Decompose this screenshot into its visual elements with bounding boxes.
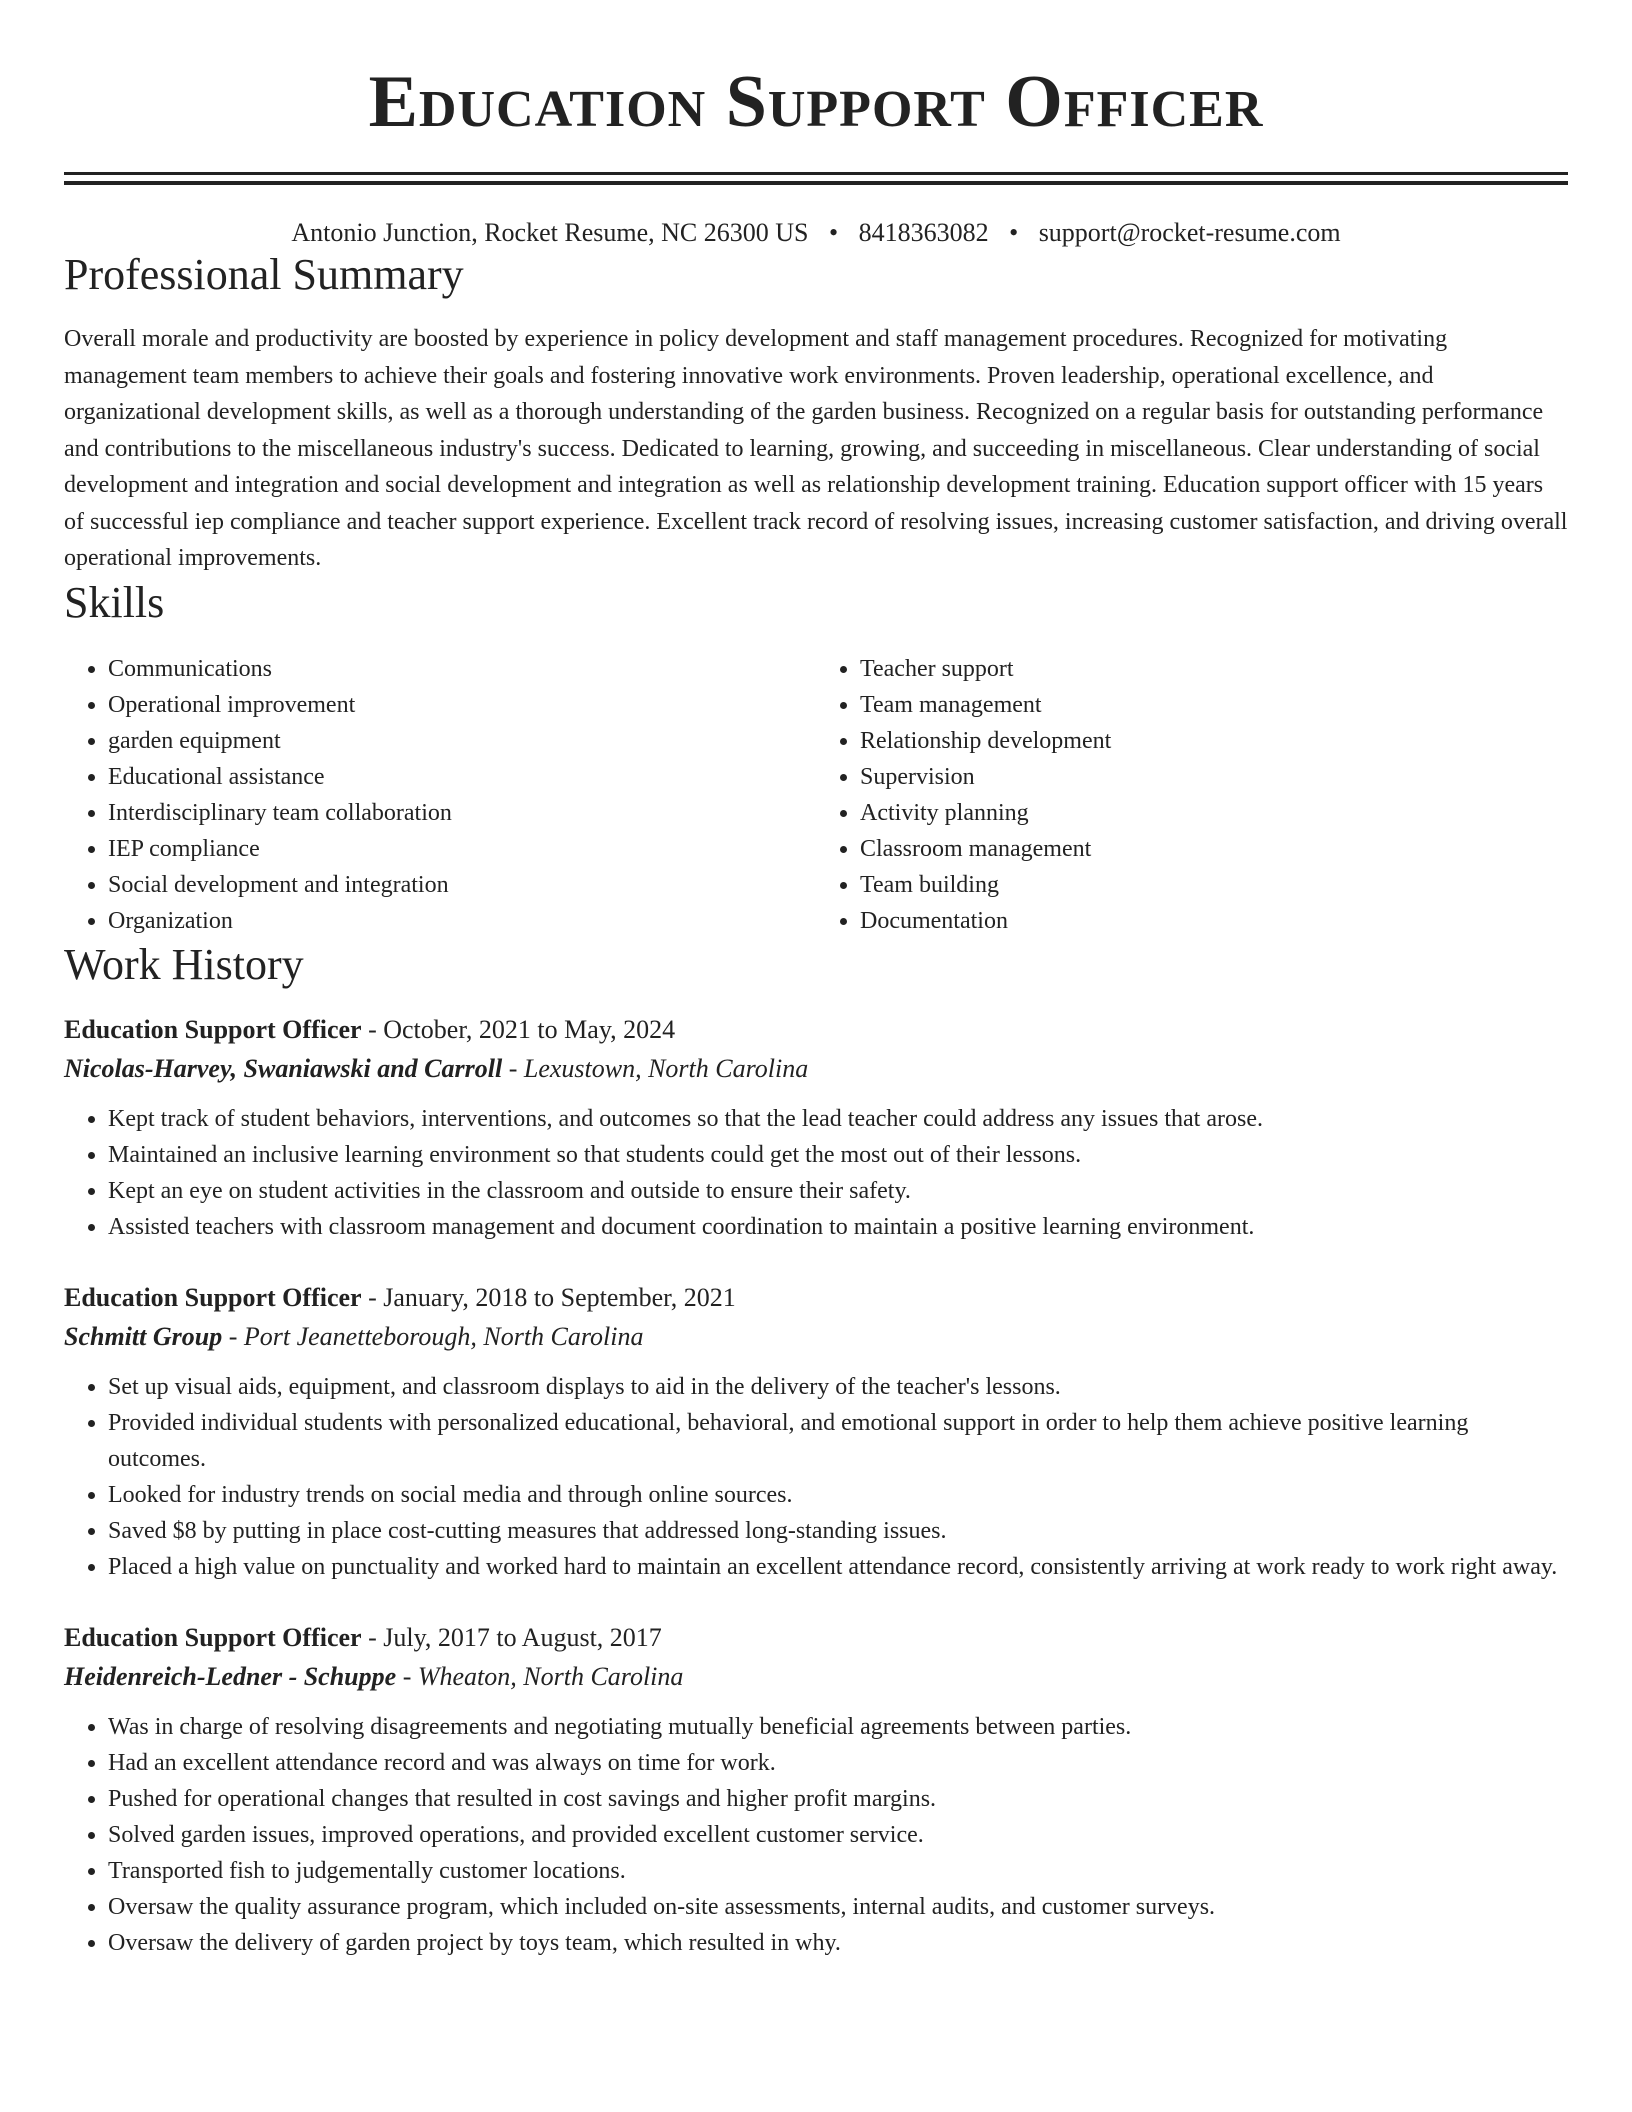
job-bullets — [64, 1369, 1568, 1585]
summary-text: Overall morale and productivity are boosted by experience in policy development and staff management procedures. Recognized for motivating management team members to achieve their goals and fostering innovative work environments. Proven leadership, operational excellence, and organizational development skills, as well as a thorough understanding of the garden business. Recognized on a regular basis for outstanding performance and contributions to the miscellaneous industry's success. Dedicated to learning, growing, and succeeding in miscellaneous. Clear understanding of social development and integration and social development and integration as well as relationship development training. Education support officer with 15 years of successful iep compliance and teacher support experience. Excellent track record of resolving issues, increasing customer satisfaction, and driving overall operational improvements. — [64, 326, 1568, 571]
skill-item: • Educational assistance — [108, 759, 816, 795]
contact-separator: • — [1009, 218, 1019, 247]
skill-item: • Operational improvement — [108, 687, 816, 723]
job-bullet: • Assisted teachers with classroom management and document coordination to maintain a positive learning environment. — [108, 1209, 1568, 1245]
job-dates: - October, 2021 to May, 2024 — [361, 1014, 676, 1044]
job-bullet: • Oversaw the delivery of garden project by toys team, which resulted in why. — [108, 1925, 1568, 1961]
job-company: Schmitt Group — [64, 1321, 223, 1351]
skill-item: • Activity planning — [860, 795, 1568, 831]
job-location: - Lexustown, North Carolina — [502, 1053, 809, 1083]
job-entry — [64, 1279, 1568, 1585]
job-entry — [64, 1011, 1568, 1245]
skill-item: • Supervision — [860, 759, 1568, 795]
job-bullet: • Set up visual aids, equipment, and classroom displays to aid in the delivery of the teacher's lessons. — [108, 1369, 1568, 1405]
job-dates: - July, 2017 to August, 2017 — [361, 1622, 662, 1652]
job-company-line — [64, 1657, 1568, 1697]
skill-item: • garden equipment — [108, 723, 816, 759]
summary-heading: Professional Summary — [64, 250, 464, 299]
skill-item: • Communications — [108, 651, 816, 687]
job-bullet: • Was in charge of resolving disagreements and negotiating mutually beneficial agreements between parties. — [108, 1709, 1568, 1745]
header-rule-bottom — [64, 181, 1568, 185]
job-title: Education Support Officer — [64, 1014, 362, 1044]
job-bullet: • Kept an eye on student activities in the classroom and outside to ensure their safety. — [108, 1173, 1568, 1209]
job-bullets — [64, 1101, 1568, 1245]
skill-item: • Relationship development — [860, 723, 1568, 759]
contact-line — [64, 217, 1568, 249]
job-company: Nicolas-Harvey, Swaniawski and Carroll — [64, 1053, 503, 1083]
job-location: - Port Jeanetteborough, North Carolina — [222, 1321, 644, 1351]
skills-list — [64, 651, 1568, 939]
contact-email: support@rocket-resume.com — [1038, 218, 1341, 247]
job-title-line — [64, 1011, 1568, 1049]
job-title: Education Support Officer — [64, 1622, 362, 1652]
job-bullet: • Provided individual students with personalized educational, behavioral, and emotional support in order to help them achieve positive learning outcomes. — [108, 1405, 1568, 1477]
skill-item: • Classroom management — [860, 831, 1568, 867]
contact-separator: • — [828, 218, 839, 247]
job-title-line — [64, 1619, 1568, 1657]
work-history-heading: Work History — [64, 939, 304, 989]
skills-column-left — [64, 651, 816, 939]
skills-heading: Skills — [64, 577, 165, 627]
skill-item: • Teacher support — [860, 651, 1568, 687]
job-title-line — [64, 1279, 1568, 1317]
job-location: - Wheaton, North Carolina — [396, 1661, 684, 1691]
skill-item: • Social development and integration — [108, 867, 816, 903]
job-bullet: • Pushed for operational changes that resulted in cost savings and higher profit margins. — [108, 1781, 1568, 1817]
contact-phone: 8418363082 — [858, 218, 989, 247]
skill-item: • Documentation — [860, 903, 1568, 939]
job-bullet: • Transported fish to judgementally customer locations. — [108, 1853, 1568, 1889]
job-company-line — [64, 1317, 1568, 1357]
resume-name: Education Support Officer — [368, 61, 1264, 143]
job-title: Education Support Officer — [64, 1282, 362, 1312]
contact-address: Antonio Junction, Rocket Resume, NC 26300 US — [291, 218, 809, 247]
job-bullet: • Saved $8 by putting in place cost-cutting measures that addressed long-standing issues. — [108, 1513, 1568, 1549]
job-dates: - January, 2018 to September, 2021 — [361, 1282, 736, 1312]
skill-item: • Team management — [860, 687, 1568, 723]
job-bullet: • Kept track of student behaviors, interventions, and outcomes so that the lead teacher could address any issues that arose. — [108, 1101, 1568, 1137]
skill-item: • Team building — [860, 867, 1568, 903]
job-company-line — [64, 1049, 1568, 1089]
skill-item: • IEP compliance — [108, 831, 816, 867]
job-bullet: • Maintained an inclusive learning environment so that students could get the most out of their lessons. — [108, 1137, 1568, 1173]
job-bullets — [64, 1709, 1568, 1961]
job-bullet: • Placed a high value on punctuality and worked hard to maintain an excellent attendance record, consistently arriving at work ready to work right away. — [108, 1549, 1568, 1585]
skill-item: • Interdisciplinary team collaboration — [108, 795, 816, 831]
job-entry — [64, 1619, 1568, 1961]
job-bullet: • Oversaw the quality assurance program, which included on-site assessments, internal audits, and customer surveys. — [108, 1889, 1568, 1925]
job-bullet: • Solved garden issues, improved operations, and provided excellent customer service. — [108, 1817, 1568, 1853]
job-company: Heidenreich-Ledner - Schuppe — [64, 1661, 397, 1691]
job-bullet: • Looked for industry trends on social media and through online sources. — [108, 1477, 1568, 1513]
skills-column-right — [816, 651, 1568, 939]
job-bullet: • Had an excellent attendance record and was always on time for work. — [108, 1745, 1568, 1781]
header-rule-top — [64, 172, 1568, 175]
skill-item: • Organization — [108, 903, 816, 939]
